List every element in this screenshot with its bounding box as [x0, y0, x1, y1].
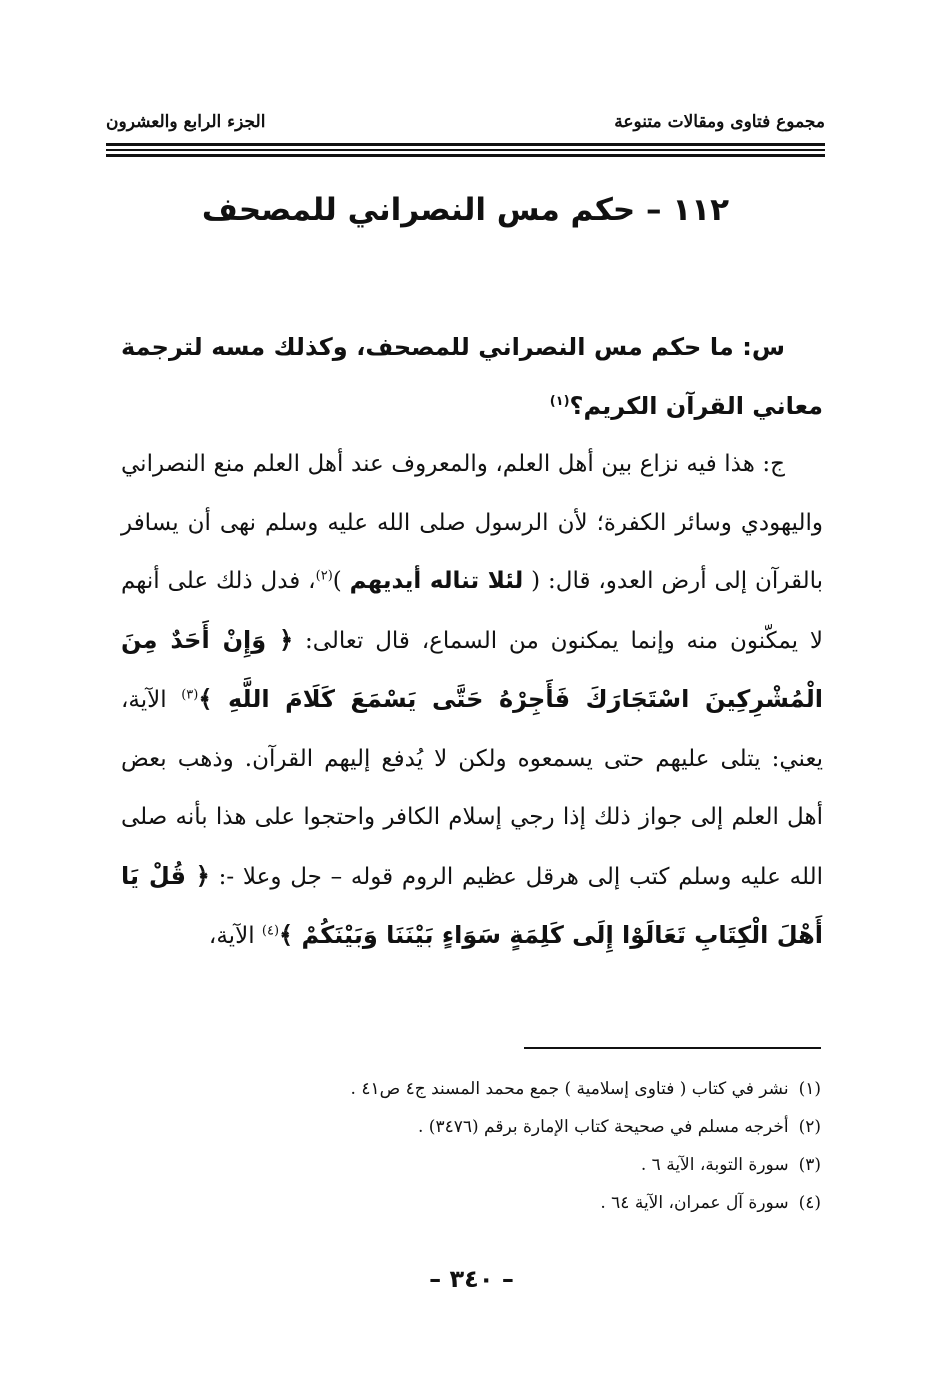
footnotes: [121, 1070, 821, 1222]
question-paragraph: [121, 318, 823, 435]
footnote-item: [121, 1108, 821, 1146]
footnote-item: [121, 1070, 821, 1108]
answer-text-3: ، فدل ذلك على أنهم لا يمكّنون منه وإنما يمكنون من السماع، قال تعالى:: [121, 568, 824, 654]
hadith-quote: لئلا تناله أيديهم: [349, 568, 524, 594]
footnote-item: [121, 1184, 821, 1222]
book-title: مجموع فتاوى ومقالات متنوعة: [614, 112, 825, 132]
answer-paragraph: [121, 435, 823, 966]
footnote-ref-1[interactable]: (١): [549, 393, 570, 409]
footnote-ref-2[interactable]: (٢): [315, 568, 333, 584]
footnote-ref-4[interactable]: (٤): [261, 923, 280, 939]
footnote-text: سورة آل عمران، الآية ٦٤ .: [600, 1193, 789, 1213]
volume-label: الجزء الرابع والعشرون: [106, 112, 266, 132]
footnote-item: [121, 1146, 821, 1184]
header-rule-top: [106, 143, 825, 146]
page-number: – ٣٤٠ –: [429, 1265, 514, 1293]
footnote-ref-3[interactable]: (٣): [181, 687, 199, 703]
footnote-number: (٢): [798, 1117, 821, 1137]
article-body: [121, 318, 823, 966]
header-rule-middle: [106, 149, 825, 151]
answer-text-4: الآية، يعني: يتلى عليهم حتى يسمعوه ولكن لا يُدفع إليهم القرآن. وذهب بعض أهل العلم إلى جواز ذلك إذا رجي إسلام الكافر واحتجوا على هذا بأنه صلى الله عليه وسلم كتب إلى هرقل عظيم الروم قوله – جل وعلا -:: [121, 687, 823, 890]
quran-verse-1: ﴿ وَإِنْ أَحَدٌ مِنَ الْمُشْرِكِينَ اسْتَجَارَكَ فَأَجِرْهُ حَتَّى يَسْمَعَ كَلَامَ اللَّهِ ﴾: [121, 625, 823, 713]
article-title: ١١٢ – حكم مس النصراني للمصحف: [201, 192, 730, 228]
quran-verse-2: ﴿ قُلْ يَا أَهْلَ الْكِتَابِ تَعَالَوْا إِلَى كَلِمَةٍ سَوَاءٍ بَيْنَنَا وَبَيْنَكُمْ ﴾: [121, 861, 823, 949]
footnote-number: (٤): [798, 1193, 821, 1213]
running-header: [106, 108, 825, 138]
footnote-text: نشر في كتاب ( فتاوى إسلامية ) جمع محمد المسند ج٤ ص٤١ .: [350, 1079, 789, 1099]
footnote-number: (١): [798, 1079, 821, 1099]
header-rule-bottom: [106, 154, 825, 157]
answer-text-5: الآية،: [208, 923, 262, 949]
answer-text-1: ج: هذا فيه نزاع بين أهل العلم، والمعروف عند أهل العلم منع النصراني واليهودي وسائر الكفرة؛ لأن الرسول صلى الله عليه وسلم نهى أن يسافر بالقرآن إلى أرض العدو، قال: (: [121, 451, 824, 594]
footnote-separator: [524, 1047, 821, 1049]
footnote-number: (٣): [798, 1155, 821, 1175]
answer-text-2: ): [332, 568, 342, 594]
footnote-text: سورة التوبة، الآية ٦ .: [640, 1155, 789, 1175]
question-text: س: ما حكم مس النصراني للمصحف، وكذلك مسه لترجمة معاني القرآن الكريم؟: [121, 333, 823, 420]
footnote-text: أخرجه مسلم في صحيحة كتاب الإمارة برقم (٣٤٧٦) .: [417, 1117, 789, 1137]
